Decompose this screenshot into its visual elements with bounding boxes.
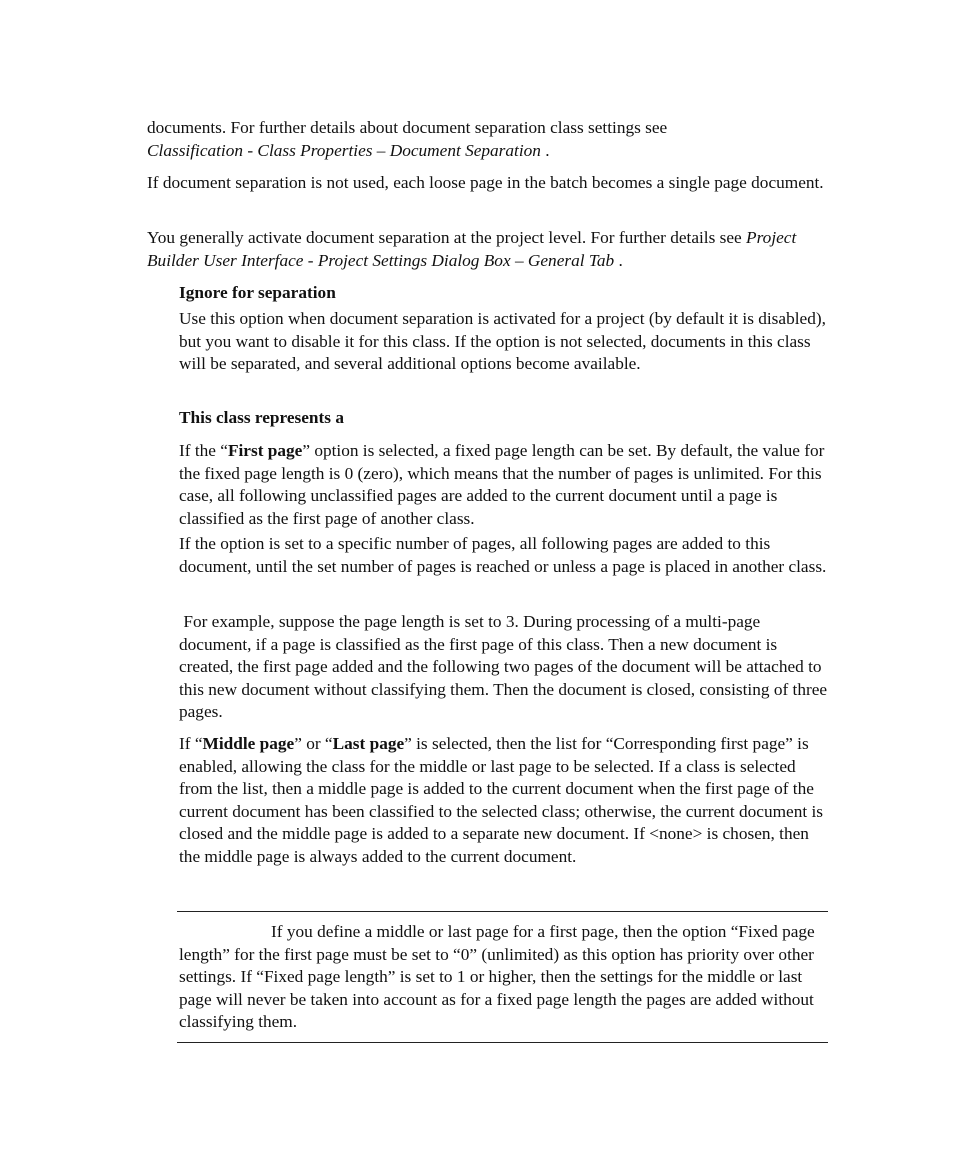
cross-reference: Classification - Class Properties – Document Separation xyxy=(147,140,541,160)
text-run: ” is selected, then the list for “Corresponding first page” is enabled, allowing the class for the middle or last page to be selected. If a class is selected from the list, then a middle page is added to the current document when the first page of the current document has been classified to the selected class; otherwise, the current document is closed and the middle page is added to a separate new document. If <none> is chosen, then the middle page is always added to the current document. xyxy=(179,734,823,866)
middle-last-page-paragraph xyxy=(179,733,829,868)
period: . xyxy=(618,250,623,270)
intro-text: documents. For further details about document separation class settings see xyxy=(147,118,668,137)
bold-term: Middle page xyxy=(202,734,295,753)
paragraph-text: For example, suppose the page length is set to 3. During processing of a multi-page document, if a page is classified as the first page of this class. Then a new document is created, the first page added and the following two pages of the document will be attached to this new document without classifying them. Then the document is closed, consisting of three pages. xyxy=(179,612,832,721)
intro-paragraph-2 xyxy=(147,172,827,195)
specific-pages-paragraph xyxy=(179,533,829,578)
ignore-description xyxy=(179,308,829,376)
text-run: If “ xyxy=(179,734,203,753)
period: . xyxy=(545,140,550,160)
text-run: If the “ xyxy=(179,441,228,460)
intro-paragraph-1 xyxy=(147,117,827,162)
text-run: ” or “ xyxy=(294,734,333,753)
note-text: If you define a middle or last page for a first page, then the option “Fixed page length” for the first page must be set to “0” (unlimited) as this option has priority over other settings. If “Fixed page length” is set to 1 or higher, then the settings for the middle or last page will never be taken into account as for a fixed page length the pages are added without classifying them. xyxy=(179,922,815,1031)
text-run: ” option is selected, a fixed page length can be set. By default, the value for the fixed page length is 0 (zero), which means that the number of pages is unlimited. For this case, all following unclassified pages are added to the current document until a page is classified as the first page of another class. xyxy=(179,441,825,528)
bold-term: Last page xyxy=(332,734,405,753)
cross-reference: Project Builder User Interface - Project Settings Dialog Box – General Tab xyxy=(147,228,797,270)
paragraph-text: If the option is set to a specific number of pages, all following pages are added to this document, until the set number of pages is reached or unless a page is placed in another class. xyxy=(179,534,827,576)
note-top-rule xyxy=(177,911,828,912)
intro-paragraph-3 xyxy=(147,227,827,272)
section-heading-ignore: Ignore for separation xyxy=(179,283,336,302)
note-bottom-rule xyxy=(177,1042,828,1043)
example-paragraph xyxy=(179,611,832,724)
paragraph-text: If document separation is not used, each loose page in the batch becomes a single page document. xyxy=(147,173,824,192)
first-page-paragraph xyxy=(179,440,829,530)
note-box xyxy=(179,921,829,1034)
intro-text: You generally activate document separation at the project level. For further details see xyxy=(147,228,742,247)
paragraph-text: Use this option when document separation is activated for a project (by default it is disabled), but you want to disable it for this class. If the option is not selected, documents in this class will be separated, and several additional options become available. xyxy=(179,309,826,373)
section-heading-represents: This class represents a xyxy=(179,408,344,427)
bold-term: First page xyxy=(227,441,303,460)
